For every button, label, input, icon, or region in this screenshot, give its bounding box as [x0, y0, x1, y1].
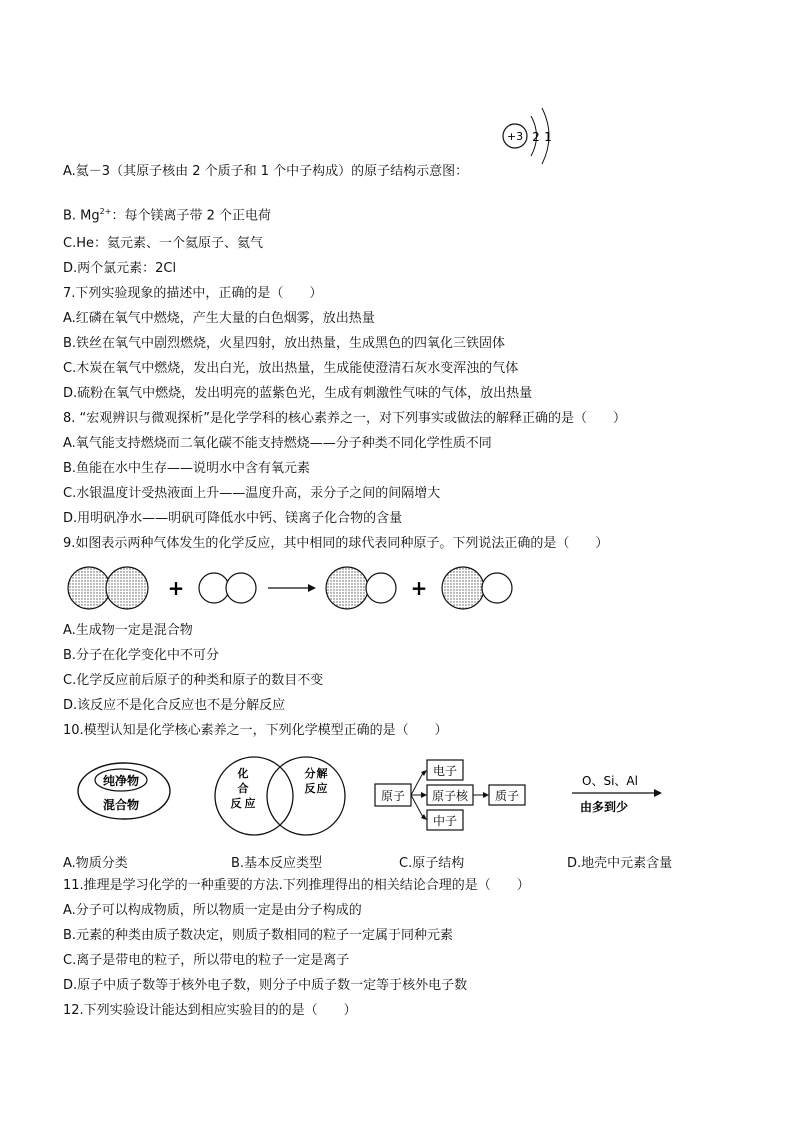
q8-option-d: D.用明矾净水——明矾可降低水中钙、镁离子化合物的含量 [63, 511, 403, 526]
model-a-classification [76, 760, 176, 822]
reaction-diagram [63, 562, 523, 614]
q7-option-c: C.木炭在氧气中燃烧，发出白光，放出热量，生成能使澄清石灰水变浑浊的气体 [63, 361, 519, 376]
atom-label: 原子 [380, 789, 406, 803]
option-d-cl: D.两个氯元素：2Cl [63, 261, 177, 276]
option-b-mg [63, 203, 271, 225]
question-11: 11.推理是学习化学的一种重要的方法.下列推理得出的相关结论合理的是（ ） [63, 878, 530, 893]
large-atom [442, 567, 484, 609]
reactant-molecule-2 [199, 573, 256, 603]
order-arrow [572, 789, 662, 797]
large-atom [326, 567, 368, 609]
q8-option-c: C.水银温度计受热液面上升——温度升高，汞分子之间的间隔增大 [63, 486, 441, 501]
q9-option-d: D.该反应不是化合反应也不是分解反应 [63, 698, 286, 713]
q11-option-b: B.元素的种类由质子数决定，则质子数相同的粒子一定属于同种元素 [63, 928, 454, 943]
q11-option-c: C.离子是带电的粒子，所以带电的粒子一定是离子 [63, 953, 350, 968]
model-d-caption: D.地壳中元素含量 [567, 856, 673, 871]
q7-option-b: B.铁丝在氧气中剧烈燃烧，火星四射，放出热量，生成黑色的四氧化三铁固体 [63, 336, 506, 351]
product-molecule-1 [326, 567, 396, 609]
product-molecule-2 [442, 567, 512, 609]
large-atom [68, 567, 110, 609]
question-10: 10.模型认知是化学核心素养之一，下列化学模型正确的是（ ） [63, 723, 448, 738]
shell2-electrons: 1 [544, 130, 552, 144]
combination-char-1: 化 [237, 767, 249, 780]
q11-option-d: D.原子中质子数等于核外电子数，则分子中质子数一定等于核外电子数 [63, 978, 468, 993]
plus-sign: + [410, 576, 428, 600]
large-atom [106, 567, 148, 609]
question-7: 7.下列实验现象的描述中，正确的是（ ） [63, 286, 323, 301]
question-9: 9.如图表示两种气体发生的化学反应，其中相同的球代表同种原子。下列说法正确的是（ ） [63, 536, 609, 551]
small-atom [199, 573, 229, 603]
elements-label: O、Si、Al [582, 774, 638, 788]
model-b-reaction-types [210, 754, 355, 838]
model-d-crust-elements [570, 770, 666, 820]
plus-sign: + [167, 576, 185, 600]
neutron-label: 中子 [432, 814, 458, 828]
q7-option-a: A.红磷在氧气中燃烧，产生大量的白色烟雾，放出热量 [63, 311, 375, 326]
nucleus-charge: +3 [506, 130, 524, 143]
question-8: 8. “宏观辨识与微观探析”是化学学科的核心素养之一，对下列事实或做法的解释正确的是（ ） [63, 411, 627, 426]
q9-option-a: A.生成物一定是混合物 [63, 623, 193, 638]
nucleus-label: 原子核 [431, 789, 469, 803]
option-a-he3: A.氦－3（其原子核由 2 个质子和 1 个中子构成）的原子结构示意图： [63, 164, 469, 179]
q9-option-c: C.化学反应前后原子的种类和原子的数目不变 [63, 673, 324, 688]
model-c-atom-structure [373, 758, 533, 834]
decomposition-char-1: 分 [304, 767, 316, 780]
shell1-electrons: 2 [532, 130, 540, 144]
decomposition-char-3: 反 [304, 782, 316, 795]
decomposition-char-4: 应 [316, 782, 328, 795]
option-c-he: C.He：氦元素、一个氦原子、氦气 [63, 236, 263, 251]
q9-option-b: B.分子在化学变化中不可分 [63, 648, 220, 663]
model-c-caption: C.原子结构 [399, 856, 465, 871]
combination-char-4: 应 [244, 797, 256, 810]
mixture-label: 混合物 [102, 798, 140, 812]
question-12: 12.下列实验设计能达到相应实验目的的是（ ） [63, 1003, 357, 1018]
proton-label: 质子 [494, 789, 520, 803]
electron-label: 电子 [432, 764, 458, 778]
mg-symbol: B. Mg [63, 208, 100, 224]
decomposition-char-2: 解 [316, 767, 328, 780]
q11-option-a: A.分子可以构成物质，所以物质一定是由分子构成的 [63, 903, 362, 918]
q8-option-a: A.氧气能支持燃烧而二氧化碳不能支持燃烧——分子种类不同化学性质不同 [63, 436, 492, 451]
model-b-caption: B.基本反应类型 [231, 856, 323, 871]
small-atom [226, 573, 256, 603]
he3-atom-structure-diagram [500, 104, 560, 166]
mg-desc: ：每个镁离子带 2 个正电荷 [111, 208, 271, 224]
small-atom [482, 573, 512, 603]
reaction-arrow [268, 584, 316, 592]
combination-char-3: 反 [230, 797, 242, 810]
combination-char-2: 合 [237, 782, 249, 795]
mg-charge: 2+ [99, 207, 112, 216]
q7-option-d: D.硫粉在氧气中燃烧，发出明亮的蓝紫色光，生成有刺激性气味的气体，放出热量 [63, 386, 533, 401]
order-label: 由多到少 [579, 800, 629, 814]
model-a-caption: A.物质分类 [63, 856, 128, 871]
small-atom [366, 573, 396, 603]
pure-substance-label: 纯净物 [102, 774, 140, 788]
q8-option-b: B.鱼能在水中生存——说明水中含有氧元素 [63, 461, 311, 476]
reactant-molecule-1 [68, 567, 148, 609]
combination-circle [215, 757, 293, 835]
